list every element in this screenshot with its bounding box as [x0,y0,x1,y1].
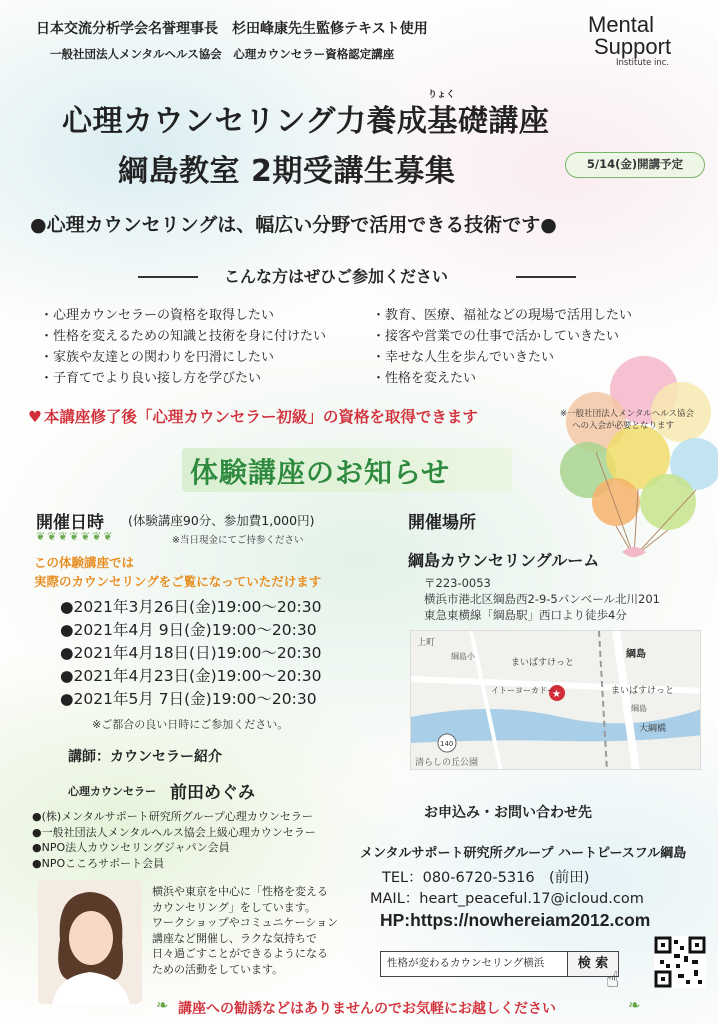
map-road [471,631,501,770]
contact-heading: お申込み・お問い合わせ先 [424,805,592,821]
title-ruby: りょく [428,90,456,100]
lecturer-photo [38,880,142,1004]
qr-code[interactable] [654,936,706,988]
promo-line1: この体験講座では [34,555,135,570]
list-item: ・家族や友達との関わりを円滑にしたい [40,350,275,365]
map-label: 大綱橋 [639,724,667,734]
bio-line: 横浜や東京を中心に「性格を変える [152,885,328,898]
association-line: 一般社団法人メンタルヘルス協会 心理カウンセラー資格認定講座 [50,47,395,61]
qr-module [661,977,665,981]
trial-heading [182,448,512,492]
venue-map[interactable] [410,630,701,770]
photo-face [69,911,113,965]
bio-line: カウンセリング」をしています。 [152,900,316,914]
bio-line: ための活動をしています。 [152,962,284,976]
qr-module [686,980,690,984]
map-label: 綱島 [626,649,646,660]
leaf-icon: ❧ [628,996,641,1014]
credential-item: ●一般社団法人メンタルヘルス協会上級心理カウンセラー [32,825,316,839]
lecturer-credentials [32,809,316,871]
search-input[interactable]: 性格が変わるカウンセリング横浜 [380,951,568,977]
cash-note: ※当日現金にてご持参ください [172,535,304,546]
qr-module [674,940,678,944]
map-label: 清らしの丘公園 [415,758,479,768]
dates-note: ※ご都合の良い日時にご参加ください。 [92,718,289,731]
logo-line3: Institute inc. [616,58,670,68]
promo-line2: 実際のカウンセリングをご覧になっていただけます [34,574,322,589]
venue-address [424,575,660,623]
list-item: ・接客や営業での仕事で活かしていきたい [372,329,620,344]
qr-module [698,980,702,984]
association-note-line2: への入会が必要となります [572,421,675,431]
heart-icon: ♥ [28,408,42,426]
venue-label: 開催場所 [408,513,476,533]
qr-module [660,960,664,964]
qr-module [676,964,680,968]
footer-note: 講座への勧誘などはありませんのでお気軽にお越しください [178,1001,556,1017]
divider-left [138,276,198,278]
logo-line1: Mental [588,12,655,37]
supervisor-line: 日本交流分析学会名誉理事長 杉田峰康先生監修テキスト使用 [36,21,428,37]
pointer-hand-icon: ☝ [606,968,620,993]
balloon-lime [640,474,696,530]
postal-code: 〒223-0053 [424,576,491,590]
certification-note [28,405,478,427]
contact-phone[interactable]: TEL：080-6720-5316 (前田) [382,870,590,886]
search-button[interactable]: 検 索 [567,951,619,977]
date-item: ●2021年3月26日(金)19:00～20:30 [60,598,322,616]
list-item: ・性格を変えたい [372,371,477,386]
list-item: ・子育てでより良い接し方を学びたい [40,371,262,386]
bio-line: ワークショップやコミュニケーション [152,916,339,929]
venue-name: 綱島カウンセリングルーム [408,551,600,570]
qr-module [694,970,698,976]
lecturer-role: 心理カウンセラー [68,785,156,798]
balloon-orange [592,478,640,526]
qr-module [692,960,698,964]
list-item: ・幸せな人生を歩んでいきたい [372,350,555,365]
opening-date-badge: 5/14(金)開講予定 [565,152,705,178]
credential-item: ●NPOこころサポート会員 [32,856,165,870]
trial-heading-text: 体験講座のお知らせ [190,456,451,489]
map-label: まいばすけっと [611,686,675,696]
tagline: ●心理カウンセリングは、幅広い分野で活用できる技術です● [30,214,557,236]
qr-module [678,974,684,978]
map-graphic [411,631,701,770]
street-address: 横浜市港北区綱島西2-9-5パンベール北川201 [424,592,660,606]
association-note-line1: ※一般社団法人メンタルヘルス協会 [560,409,695,419]
map-label: 上町 [417,638,436,648]
date-item: ●2021年5月 7日(金)19:00～20:30 [60,690,317,708]
list-item: ・性格を変えるための知識と技術を身に付けたい [40,329,327,344]
contact-organization: メンタルサポート研究所グループ ハートピースフル綱島 [360,846,687,861]
list-item: ・教育、医療、福祉などの現場で活用したい [372,308,633,323]
date-fee-note: (体験講座90分、参加費1,000円) [128,513,315,528]
leaf-icon: ❧ [156,996,169,1014]
lecturer-bio [152,884,340,977]
qr-module [695,943,699,947]
invite-list-left [40,305,326,389]
invite-list-right [372,305,632,389]
invite-heading-text: こんな方はぜひご参加ください [224,267,449,286]
credential-item: ●NPO法人カウンセリングジャパン会員 [32,841,230,854]
bio-line: 日々過ごすことができるようになる [152,947,328,960]
credential-item: ●(株)メンタルサポート研究所グループ心理カウンセラー [32,810,313,823]
bio-line: 講座など開催し、ラクな気持ちで [152,931,317,945]
map-label: 綱島 [631,704,647,713]
mental-support-logo [588,14,700,84]
qr-module [666,964,670,968]
lecturer-heading: 講師：カウンセラー紹介 [68,749,222,765]
page-title: 心理カウンセリング力養成基礎講座 [62,104,550,139]
certification-text: 本講座修了後「心理カウンセラー初級」の資格を取得できます [43,408,478,426]
contact-website[interactable]: HP:https://nowhereiam2012.com [380,910,651,930]
map-railway [599,631,607,770]
station-access: 東急東横線「綱島駅」西口より徒歩4分 [424,608,627,622]
trial-dates [60,596,322,711]
map-pin-star: ★ [552,689,561,700]
page-subtitle: 綱島教室 2期受講生募集 [118,154,456,189]
date-label: 開催日時 [36,513,104,533]
invite-heading [138,264,578,288]
leaf-decoration: ❦❦❦❦❦❦❦ [36,530,115,543]
qr-module [674,954,680,958]
qr-module [680,946,684,950]
map-label: イトーヨーカドー [491,686,555,695]
lecturer-name: 前田めぐみ [170,783,255,803]
date-item: ●2021年4月23日(金)19:00～20:30 [60,667,322,685]
association-note [560,408,710,432]
map-label: 綱島小 [451,652,475,661]
map-label: 140 [440,740,454,748]
qr-module [684,956,688,962]
list-item: ・心理カウンセラーの資格を取得したい [40,308,275,323]
date-item: ●2021年4月18日(日)19:00～20:30 [60,644,322,662]
divider-right [516,276,576,278]
qr-module [661,943,665,947]
map-label: まいばすけっと [511,658,575,668]
logo-line2: Support [594,34,672,59]
contact-email[interactable]: MAIL：heart_peaceful.17@icloud.com [370,891,644,907]
date-item: ●2021年4月 9日(金)19:00～20:30 [60,621,317,639]
